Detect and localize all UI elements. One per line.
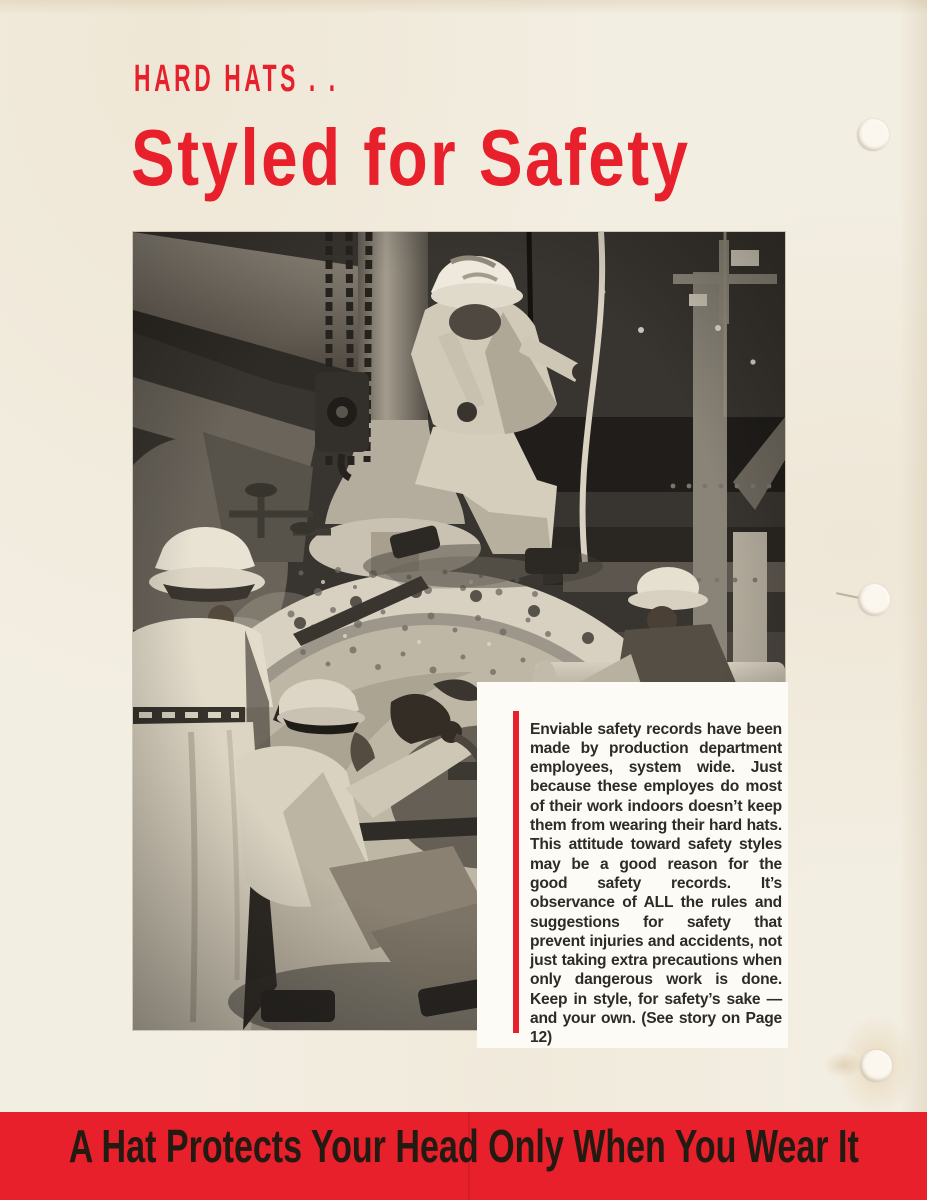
footer-banner <box>0 1112 927 1200</box>
footer-banner-text: A Hat Protects Your Head Only When You Wear It <box>68 1120 859 1172</box>
page-crease <box>468 1112 470 1200</box>
punch-hole-top <box>857 119 889 151</box>
tape-stain-small <box>823 1052 863 1078</box>
page-title: Styled for Safety <box>131 113 691 202</box>
callout-text: Enviable safety records have been made by production department employees, system wide. Just because these employes do most of their work indoors doesn’t keep them from wearing their hard hats. This attitude toward safety styles may be a good reason for the good safety records. It’s observance of ALL the rules and suggestions for safety that prevent injuries and accidents, not just taking extra precautions when only dangerous work is done. Keep in style, for safety’s sake — and your own. (See story on Page 12) <box>530 720 782 1047</box>
punch-hole-bottom <box>860 1050 892 1082</box>
callout-red-rule <box>513 711 519 1033</box>
kicker-heading: HARD HATS . . <box>134 58 339 100</box>
punch-hole-middle <box>858 584 890 616</box>
callout-box <box>477 682 788 1048</box>
